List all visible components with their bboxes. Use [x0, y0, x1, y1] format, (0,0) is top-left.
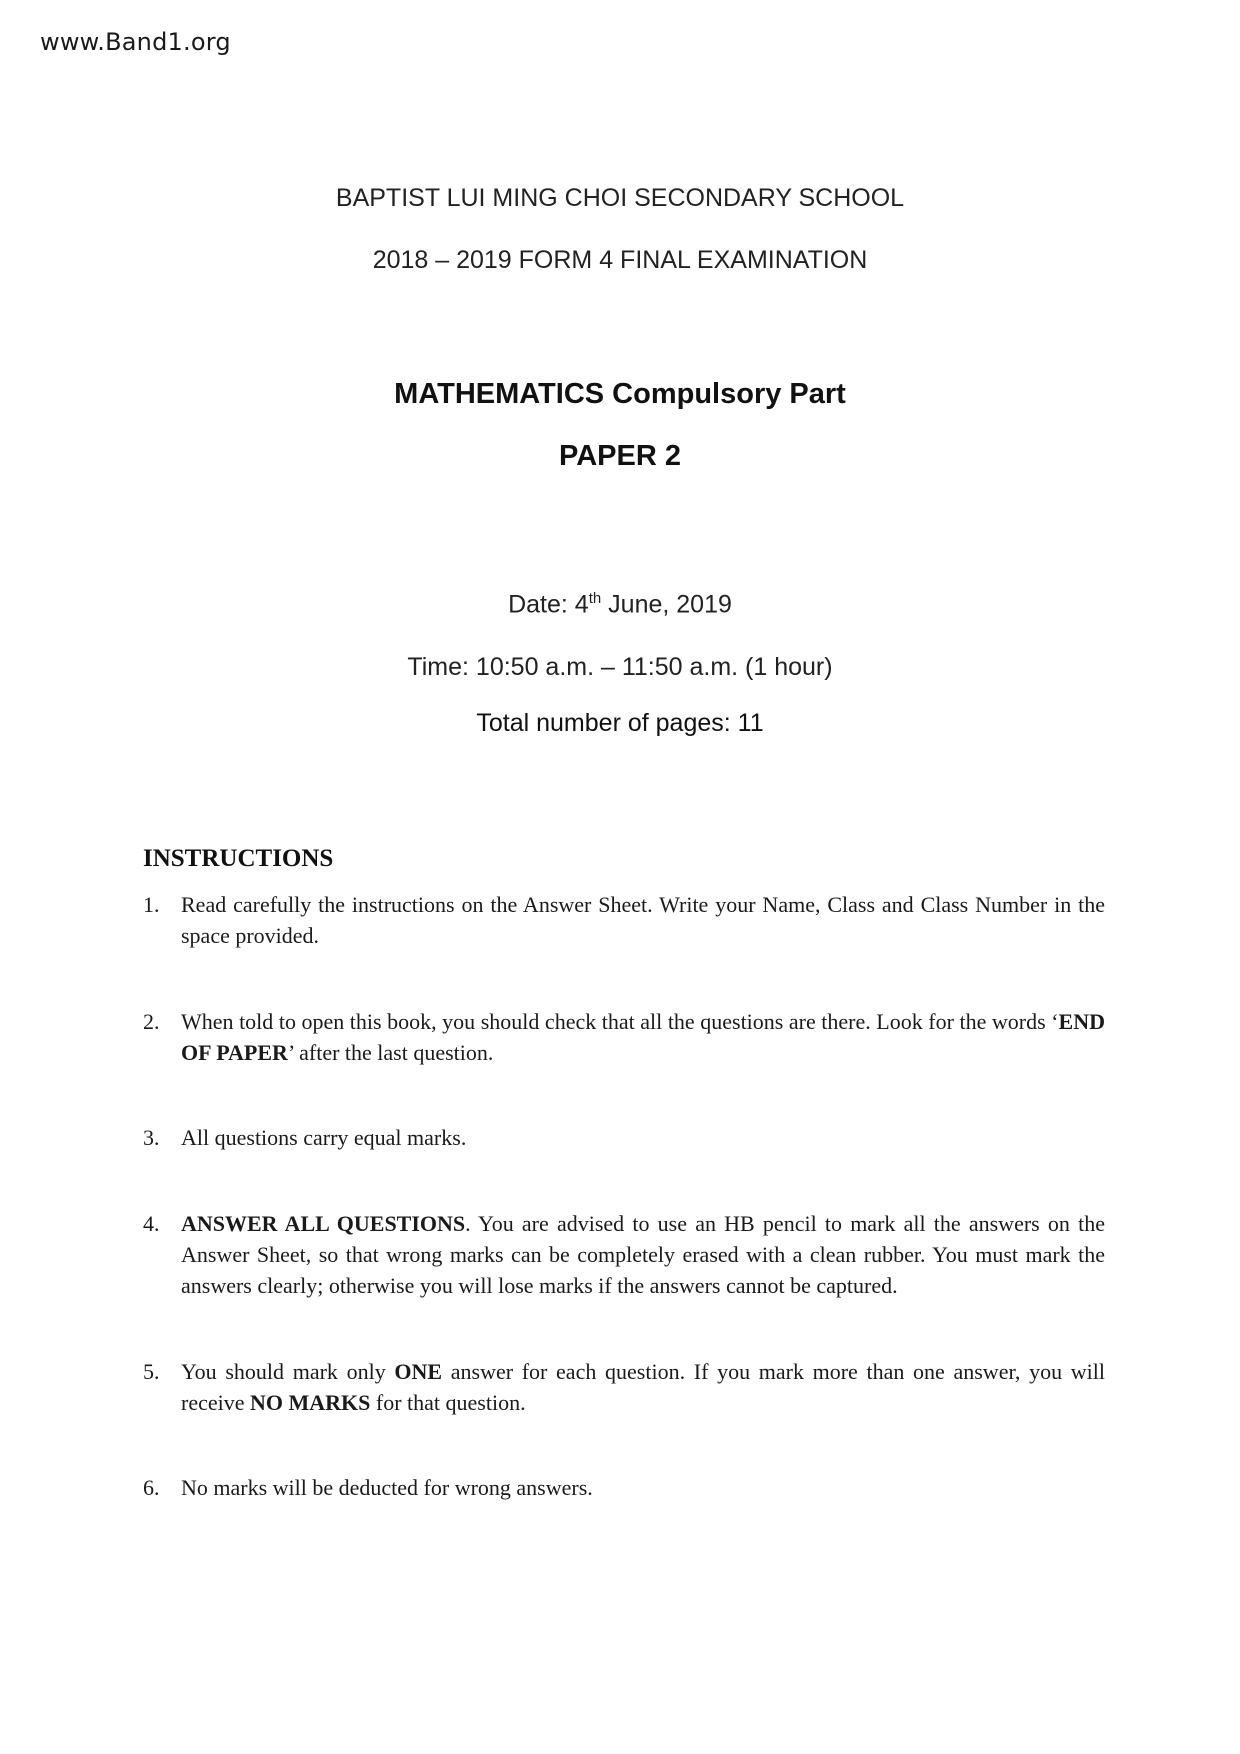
emphasis-one: ONE — [394, 1359, 443, 1384]
instruction-text: No marks will be deducted for wrong answers. — [181, 1475, 593, 1500]
instruction-item — [143, 1472, 1105, 1503]
instruction-text: Read carefully the instructions on the Answer Sheet. Write your Name, Class and Class Number in the space provided. — [181, 892, 1105, 948]
instruction-number: 3. — [143, 1125, 160, 1150]
paper-number: PAPER 2 — [559, 440, 681, 472]
date-suffix: June, 2019 — [601, 590, 732, 619]
subject-title: MATHEMATICS Compulsory Part — [394, 378, 846, 410]
total-pages: Total number of pages: 11 — [476, 709, 764, 737]
school-name: BAPTIST LUI MING CHOI SECONDARY SCHOOL — [335, 184, 905, 212]
date-prefix: Date: 4 — [508, 590, 589, 619]
instruction-number: 2. — [143, 1009, 160, 1034]
instruction-item — [143, 1356, 1105, 1418]
instruction-item — [143, 1208, 1105, 1301]
instruction-text: ANSWER ALL QUESTIONS. You are advised to use an HB pencil to mark all the answers on the Answer Sheet, so that wrong marks can be completely erased with a clean rubber. You must mark the answers clearly; otherwise you will lose marks if the answers cannot be captured. — [181, 1211, 1105, 1298]
instruction-text: All questions carry equal marks. — [181, 1125, 467, 1150]
instruction-item — [143, 889, 1105, 951]
exam-time: Time: 10:50 a.m. – 11:50 a.m. (1 hour) — [407, 653, 833, 681]
instruction-item — [143, 1006, 1105, 1068]
exam-title: 2018 – 2019 FORM 4 FINAL EXAMINATION — [372, 246, 868, 274]
emphasis-no-marks: NO MARKS — [250, 1390, 371, 1415]
exam-date — [0, 590, 1240, 619]
instruction-item — [143, 1122, 1105, 1153]
instruction-text: You should mark only ONE answer for each question. If you mark more than one answer, you will receive NO MARKS for that question. — [181, 1359, 1105, 1415]
instructions-heading: INSTRUCTIONS — [143, 845, 334, 872]
instruction-text: When told to open this book, you should check that all the questions are there. Look for the words ‘END OF PAPER’ after the last question. — [181, 1009, 1105, 1065]
instruction-number: 4. — [143, 1211, 160, 1236]
emphasis-answer-all-questions: ANSWER ALL QUESTIONS — [181, 1211, 466, 1236]
date-ordinal-suffix: th — [588, 590, 602, 607]
instruction-number: 5. — [143, 1359, 160, 1384]
instruction-number: 1. — [143, 892, 160, 917]
emphasis-end-of-paper: END OF PAPER — [181, 1009, 1105, 1065]
instruction-number: 6. — [143, 1475, 160, 1500]
website-watermark: www.Band1.org — [40, 28, 231, 56]
